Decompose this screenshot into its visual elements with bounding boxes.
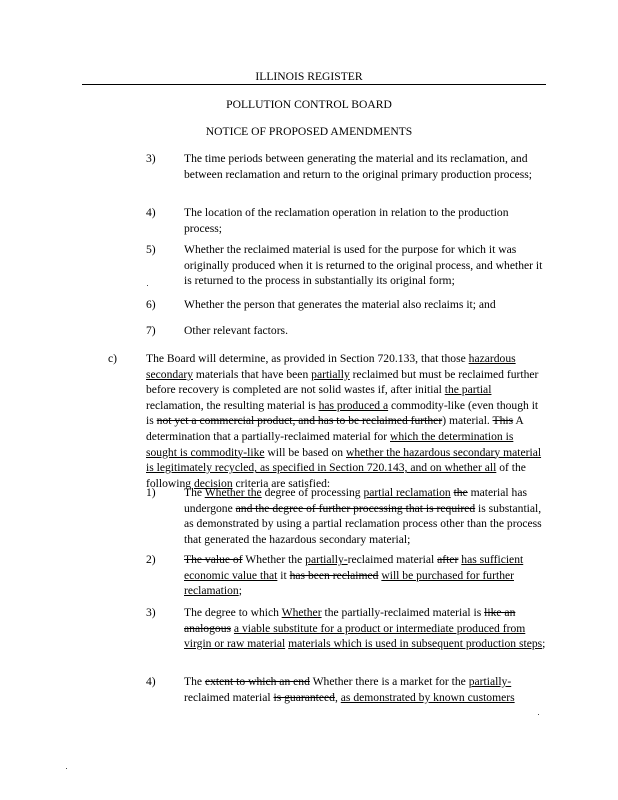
inserted-text: will be purchased for further reclamation: [184, 568, 514, 598]
scan-speck: [538, 714, 539, 715]
text-run: ;: [542, 637, 546, 651]
text-run: reclamation, the resulting material is: [146, 398, 319, 412]
scan-speck: [147, 285, 148, 286]
inserted-text: as demonstrated by known customers: [340, 690, 515, 704]
item-number: 4): [146, 206, 156, 219]
deleted-text: is guaranteed: [273, 690, 335, 704]
item-text: [184, 485, 546, 547]
item-number: 4): [146, 675, 156, 688]
text-run: is substantial, as demonstrated by using a partial reclamation process other than the process that generated the hazardous secondary material;: [184, 501, 542, 546]
inserted-text: has produced a: [318, 398, 389, 412]
item-text: The time periods between generating the material and its reclamation, and between reclamation and return to the original primary production process;: [184, 152, 533, 181]
text-run: reclaimed but must be reclaimed further before recovery is completed are not solid wastes if, after initial: [146, 367, 539, 397]
deleted-text: the: [453, 486, 468, 499]
text-run: it: [277, 568, 290, 582]
text-run: criteria are satisfied:: [232, 476, 331, 490]
inserted-text: whether the hazardous secondary material is legitimately recycled, as specified in Section 720.143, and on whether all: [146, 445, 542, 475]
item-number: 5): [146, 243, 156, 256]
deleted-text: The value of: [184, 553, 243, 566]
text-run: ,: [334, 690, 341, 704]
inserted-text: the partial: [444, 383, 492, 397]
item-number: 7): [146, 324, 156, 337]
text-run: The: [184, 675, 205, 688]
inserted-text: decision: [193, 476, 233, 490]
item-number: 2): [146, 553, 156, 566]
deleted-text: after: [437, 553, 459, 566]
item-number: 3): [146, 152, 156, 165]
text-run: The: [184, 486, 205, 499]
text-run: materials that have been: [193, 367, 312, 381]
inserted-text: partially-: [305, 553, 348, 566]
deleted-text: This: [492, 414, 514, 428]
text-run: The Board will determine, as provided in Section 720.133, that those: [146, 352, 469, 365]
text-run: Whether the: [242, 553, 306, 566]
item-number: 3): [146, 606, 156, 619]
deleted-text: like an analogous: [184, 606, 516, 635]
text-run: degree of processing: [261, 486, 364, 499]
inserted-text: materials which is used in subsequent production steps: [288, 637, 543, 651]
notice-title: NOTICE OF PROPOSED AMENDMENTS: [205, 125, 413, 138]
inserted-text: partially: [311, 367, 350, 381]
section-text: [146, 351, 546, 491]
text-run: reclaimed material: [347, 553, 438, 566]
deleted-text: extent to which an end: [204, 675, 310, 688]
scan-speck: [66, 768, 67, 769]
text-run: A determination that a partially-reclaimed material for: [146, 414, 524, 443]
deleted-text: not yet a commercial product, and has to be reclaimed further: [156, 414, 443, 428]
text-run: ) material.: [442, 414, 493, 428]
inserted-text: has sufficient economic value that: [184, 553, 524, 582]
text-run: of the following: [146, 461, 526, 490]
item-text: Whether the reclaimed material is used for the purpose for which it was originally produced when it is returned to the original process, and whether it is returned to the process in substantially its original form;: [184, 243, 543, 288]
section-label: c): [108, 352, 118, 365]
text-run: the partially-reclaimed material is: [321, 606, 485, 619]
text-run: ;: [238, 584, 242, 598]
item-text: [184, 674, 546, 705]
text-run: reclaimed material: [184, 690, 274, 704]
board-title: POLLUTION CONTROL BOARD: [226, 98, 392, 111]
inserted-text: partial reclamation: [363, 486, 451, 499]
deleted-text: and the degree of further processing that is required: [235, 501, 476, 515]
item-text: Other relevant factors.: [184, 324, 288, 337]
item-text: [184, 605, 546, 652]
inserted-text: a viable substitute for a product or intermediate produced from virgin or raw material: [184, 621, 526, 651]
item-text: [184, 552, 546, 599]
text-run: material has undergone: [184, 486, 527, 515]
register-title: ILLINOIS REGISTER: [255, 70, 363, 83]
inserted-text: which the determination is sought is commodity-like: [146, 429, 514, 459]
item-text: The location of the reclamation operation in relation to the production process;: [184, 206, 509, 235]
text-run: will be based on: [264, 445, 346, 459]
item-number: 1): [146, 486, 156, 499]
inserted-text: Whether the: [204, 486, 262, 499]
item-text: Whether the person that generates the material also reclaims it; and: [184, 298, 496, 311]
inserted-text: partially-: [468, 675, 512, 688]
inserted-text: Whether: [281, 606, 322, 619]
text-run: The degree to which: [184, 606, 282, 619]
inserted-text: hazardous secondary: [146, 352, 516, 381]
header-rule: [82, 84, 546, 85]
deleted-text: has been reclaimed: [289, 568, 379, 582]
text-run: Whether there is a market for the: [309, 675, 469, 688]
item-number: 6): [146, 298, 156, 311]
text-run: commodity-like (even though it is: [146, 398, 539, 428]
